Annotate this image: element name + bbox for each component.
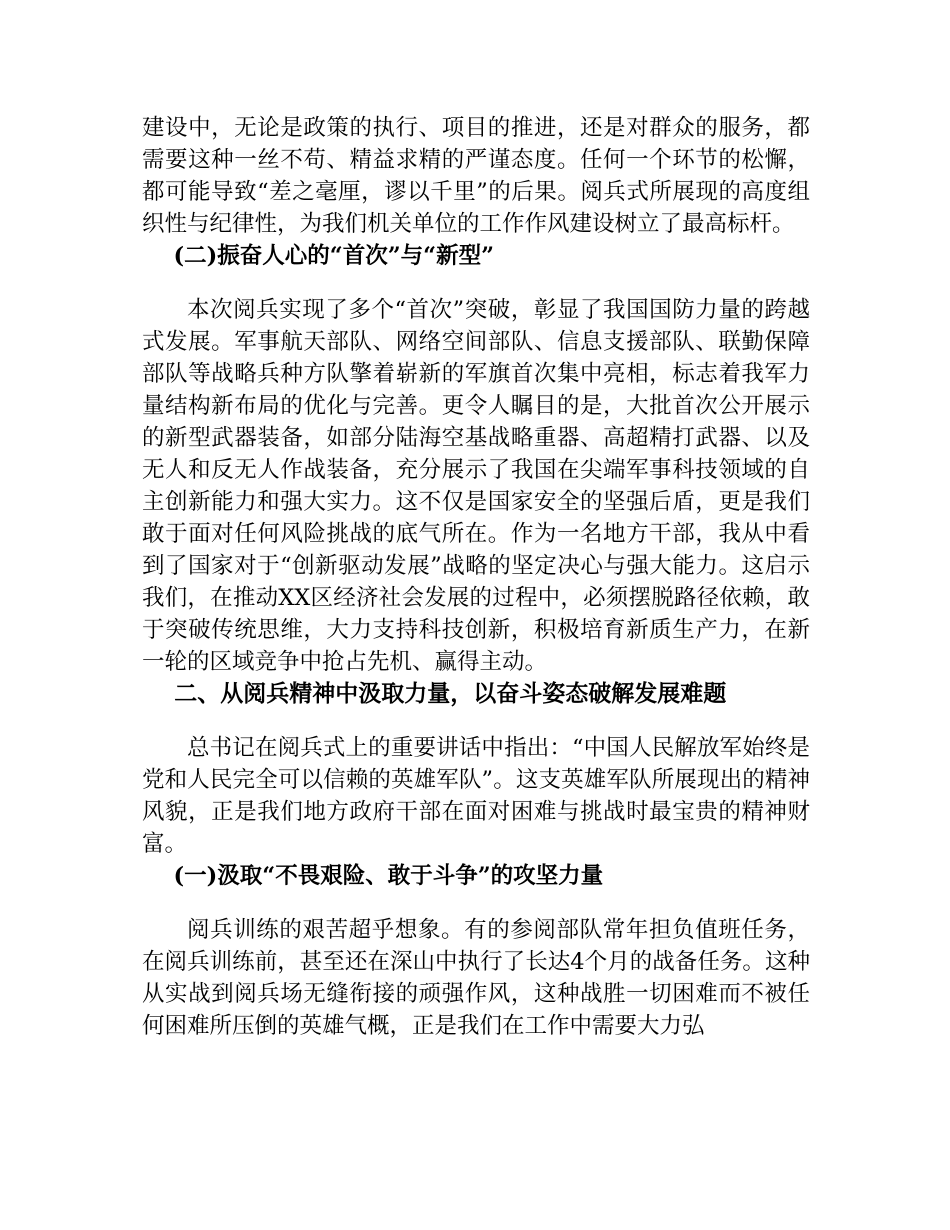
document-page [142, 112, 810, 1042]
paragraph-training-hardship: 阅兵训练的艰苦超乎想象。有的参阅部队常年担负值班任务，在阅兵训练前，甚至还在深山中执行了长达4个月的战备任务。这种从实战到阅兵场无缝衔接的顽强作风，这种战胜一切困难而不被任何困难所压倒的英雄气概，正是我们在工作中需要大力弘 [142, 917, 810, 1039]
subheading-firsts-and-new-types: (二)振奋人心的“首次”与“新型” [173, 243, 495, 269]
paragraph-firsts: 本次阅兵实现了多个“首次”突破，彰显了我国国防力量的跨越式发展。军事航天部队、网络空间部队、信息支援部队、联勤保障部队等战略兵种方队擎着崭新的军旗首次集中亮相，标志着我军力量结构新布局的优化与完善。更令人瞩目的是，大批首次公开展示的新型武器装备，如部分陆海空基战略重器、高超精打武器、以及无人和反无人作战装备，充分展示了我国在尖端军事科技领域的自主创新能力和强大实力。这不仅是国家安全的坚强后盾，更是我们敢于面对任何风险挑战的底气所在。作为一名地方干部，我从中看到了国家对于“创新驱动发展”战略的坚定决心与强大能力。这启示我们，在推动XX区经济社会发展的过程中，必须摆脱路径依赖，敢于突破传统思维，大力支持科技创新，积极培育新质生产力，在新一轮的区域竞争中抢占先机、赢得主动。 [142, 297, 810, 675]
section-heading-two: 二、从阅兵精神中汲取力量，以奋斗姿态破解发展难题 [174, 681, 727, 707]
subheading-fearless-struggle: (一)汲取“不畏艰险、敢于斗争”的攻坚力量 [173, 863, 604, 889]
paragraph-continuation: 建设中，无论是政策的执行、项目的推进，还是对群众的服务，都需要这种一丝不苟、精益求精的严谨态度。任何一个环节的松懈，都可能导致“差之毫厘，谬以千里”的后果。阅兵式所展现的高度组织性与纪律性，为我们机关单位的工作作风建设树立了最高标杆。 [142, 115, 810, 237]
paragraph-heroic-army: 总书记在阅兵式上的重要讲话中指出：“中国人民解放军始终是党和人民完全可以信赖的英雄军队”。这支英雄军队所展现出的精神风貌，正是我们地方政府干部在面对困难与挑战时最宝贵的精神财富。 [142, 735, 810, 857]
